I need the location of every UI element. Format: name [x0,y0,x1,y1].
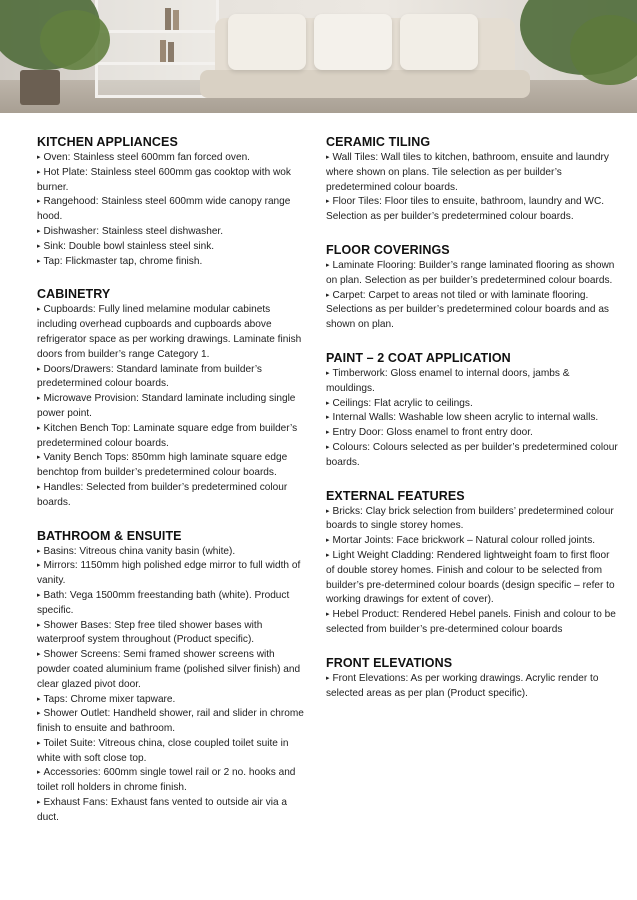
spec-item-text: Floor Tiles: Floor tiles to ensuite, bathroom, laundry and WC. Selection as per builder’s predetermined colour boards. [326,196,605,223]
spec-item-text: Front Elevations: As per working drawings. Acrylic render to selected areas as per plan (Product specific). [326,672,599,699]
spec-list [326,672,618,702]
spec-list [326,151,618,225]
bullet-triangle-icon: ▸ [37,547,41,555]
spec-item-text: Hot Plate: Stainless steel 600mm gas cooktop with wok burner. [37,166,291,193]
spec-item-text: Laminate Flooring: Builder’s range laminated flooring as shown on plan. Selection as per builder’s predetermined colour boards. [326,259,615,286]
spec-list [37,545,310,826]
spec-item [37,589,310,619]
section-bathroom-and-ensuite [37,529,310,826]
spec-item [326,367,618,397]
bullet-triangle-icon: ▸ [37,242,41,250]
bullet-triangle-icon: ▸ [37,454,41,462]
spec-item-text: Tap: Flickmaster tap, chrome finish. [43,255,203,267]
section-title: CERAMIC TILING [326,135,431,149]
book [165,8,171,30]
spec-item-text: Taps: Chrome mixer tapware. [43,693,176,705]
spec-item [326,151,618,195]
bullet-triangle-icon: ▸ [37,695,41,703]
spec-item-text: Timberwork: Gloss enamel to internal doors, jambs & mouldings. [326,367,570,394]
spec-item-text: Ceilings: Flat acrylic to ceilings. [332,397,473,409]
bullet-triangle-icon: ▸ [37,198,41,206]
spec-list [326,367,618,471]
spec-item-text: Hebel Product: Rendered Hebel panels. Finish and colour to be selected from builder’s pre-determined colour boards [326,609,616,635]
spec-item [37,392,310,422]
section-title: EXTERNAL FEATURES [326,488,465,503]
book [168,42,174,62]
bullet-triangle-icon: ▸ [37,621,41,629]
bullet-triangle-icon: ▸ [326,414,330,422]
spec-item [37,363,310,393]
spec-item-text: Shower Bases: Step free tiled shower bases with waterproof system throughout (Product specific). [37,619,263,646]
spec-item [37,559,310,589]
spec-item-text: Kitchen Bench Top: Laminate square edge from builder’s predetermined colour boards. [37,422,298,449]
bullet-triangle-icon: ▸ [37,306,41,314]
bullet-triangle-icon: ▸ [37,651,41,659]
spec-item [37,195,310,225]
spec-item [37,766,310,796]
spec-item [37,303,310,362]
section-title: KITCHEN APPLIANCES [37,135,178,149]
bullet-triangle-icon: ▸ [37,154,41,161]
spec-item [37,151,310,166]
spec-item-text: Accessories: 600mm single towel rail or 2 no. hooks and toilet roll holders in chrome finish. [37,767,296,794]
bullet-triangle-icon: ▸ [326,429,330,437]
spec-item-text: Carpet: Carpet to areas not tiled or with laminate flooring. Selections as per builder’s predetermined colour boards and as shown on plan. [326,289,609,331]
bullet-triangle-icon: ▸ [37,168,41,176]
bullet-triangle-icon: ▸ [37,591,41,599]
spec-item [37,422,310,452]
spec-item-text: Light Weight Cladding: Rendered lightweight foam to first floor of double storey homes. Finish and colour to be selected from builder’s pre-determined colour boards (design specific – refer to working drawings for extent of cover). [326,549,615,606]
spec-item-text: Mortar Joints: Face brickwork – Natural colour rolled joints. [332,535,596,547]
spec-item-text: Oven: Stainless steel 600mm fan forced oven. [43,152,250,163]
bullet-triangle-icon: ▸ [326,674,330,682]
spec-item-text: Entry Door: Gloss enamel to front entry door. [332,427,533,439]
spec-item [326,608,618,638]
sofa-seat [200,70,530,98]
spec-item [326,505,618,535]
spec-item-text: Vanity Bench Tops: 850mm high laminate square edge benchtop from builder’s predetermined colour boards. [37,452,288,479]
bullet-triangle-icon: ▸ [37,739,41,747]
section-cabinetry [37,287,310,510]
spec-item-text: Bath: Vega 1500mm freestanding bath (white). Product specific. [37,589,290,616]
section-external-features [326,489,618,638]
bullet-triangle-icon: ▸ [37,395,41,403]
spec-item [37,255,310,270]
bullet-triangle-icon: ▸ [326,611,330,619]
spec-item [37,166,310,196]
section-kitchen-appliances [37,135,310,269]
section-title: PAINT – 2 COAT APPLICATION [326,350,511,365]
spec-item-text: Exhaust Fans: Exhaust fans vented to outside air via a duct. [37,797,288,823]
spec-item [37,451,310,481]
spec-item [326,411,618,426]
spec-list [37,151,310,269]
spec-list [326,259,618,333]
bullet-triangle-icon: ▸ [37,769,41,777]
section-title: CABINETRY [37,287,111,302]
bullet-triangle-icon: ▸ [37,365,41,373]
bullet-triangle-icon: ▸ [326,198,330,206]
spec-item-text: Handles: Selected from builder’s predetermined colour boards. [37,481,288,508]
spec-item [326,534,618,549]
bullet-triangle-icon: ▸ [37,562,41,570]
spec-item-text: Microwave Provision: Standard laminate including single power point. [37,393,296,419]
spec-item [326,549,618,608]
section-floor-coverings [326,243,618,333]
header-photo [0,0,637,113]
bullet-triangle-icon: ▸ [37,710,41,718]
section-ceramic-tiling [326,135,618,225]
bullet-triangle-icon: ▸ [326,551,330,559]
spec-item-text: Rangehood: Stainless steel 600mm wide canopy range hood. [37,196,291,223]
spec-item [326,195,618,225]
section-title: FLOOR COVERINGS [326,242,450,257]
shelf-board [95,62,219,65]
spec-item-text: Mirrors: 1150mm high polished edge mirror to full width of vanity. [37,560,301,587]
spec-list [37,303,310,510]
bullet-triangle-icon: ▸ [37,257,41,265]
section-title: BATHROOM & ENSUITE [37,528,182,543]
spec-item [37,225,310,240]
spec-item [37,545,310,560]
spec-item-text: Wall Tiles: Wall tiles to kitchen, bathroom, ensuite and laundry where shown on plans. Tile selection as per builder’s predetermined colour boards. [326,152,609,193]
spec-item [37,737,310,767]
section-paint-2-coat-application [326,351,618,471]
right-column [326,135,618,719]
plant-left-leaves [40,10,110,70]
bullet-triangle-icon: ▸ [37,799,41,807]
bullet-triangle-icon: ▸ [326,369,330,377]
left-column [37,135,310,844]
spec-item [326,672,618,702]
spec-item [326,397,618,412]
bullet-triangle-icon: ▸ [37,227,41,235]
spec-item [326,259,618,289]
spec-item [37,648,310,692]
shelf-board [95,30,219,33]
spec-item-text: Cupboards: Fully lined melamine modular cabinets including overhead cupboards and cupboards above refrigerator space as per working drawings. Laminate finish doors from builder’s range Category 1. [37,304,302,360]
spec-item-text: Basins: Vitreous china vanity basin (white). [43,545,236,557]
spec-item [37,619,310,649]
spec-item-text: Colours: Colours selected as per builder’s predetermined colour boards. [326,441,618,468]
bullet-triangle-icon: ▸ [326,261,330,269]
spec-item-text: Doors/Drawers: Standard laminate from builder’s predetermined colour boards. [37,363,262,390]
spec-item-text: Bricks: Clay brick selection from builders’ predetermined colour boards to single storey homes. [326,505,614,532]
cushion [314,14,392,70]
bullet-triangle-icon: ▸ [37,483,41,491]
spec-item [37,707,310,737]
bullet-triangle-icon: ▸ [326,154,330,161]
section-front-elevations [326,656,618,702]
book [173,10,179,30]
spec-item-text: Sink: Double bowl stainless steel sink. [43,240,215,252]
spec-item-text: Dishwasher: Stainless steel dishwasher. [43,225,224,237]
cushion [400,14,478,70]
bullet-triangle-icon: ▸ [326,507,330,515]
spec-item [326,441,618,471]
plant-pot [20,70,60,105]
spec-item [326,426,618,441]
spec-item-text: Toilet Suite: Vitreous china, close coupled toilet suite in white with soft close top. [37,737,289,764]
cushion [228,14,306,70]
section-title: FRONT ELEVATIONS [326,655,453,670]
spec-item [326,289,618,333]
bullet-triangle-icon: ▸ [326,443,330,451]
spec-list [326,505,618,638]
spec-item-text: Shower Outlet: Handheld shower, rail and slider in chrome finish to ensuite and bathroom. [37,708,304,735]
spec-item [37,796,310,826]
bullet-triangle-icon: ▸ [326,399,330,407]
spec-item [37,481,310,511]
bullet-triangle-icon: ▸ [326,291,330,299]
spec-item-text: Shower Screens: Semi framed shower screens with powder coated aluminium frame (polished silver finish) and clear glazed pivot door. [37,649,301,690]
spec-item [37,240,310,255]
bullet-triangle-icon: ▸ [37,424,41,432]
book [160,40,166,62]
spec-item-text: Internal Walls: Washable low sheen acrylic to internal walls. [332,412,599,424]
spec-item [37,693,310,708]
bullet-triangle-icon: ▸ [326,537,330,545]
